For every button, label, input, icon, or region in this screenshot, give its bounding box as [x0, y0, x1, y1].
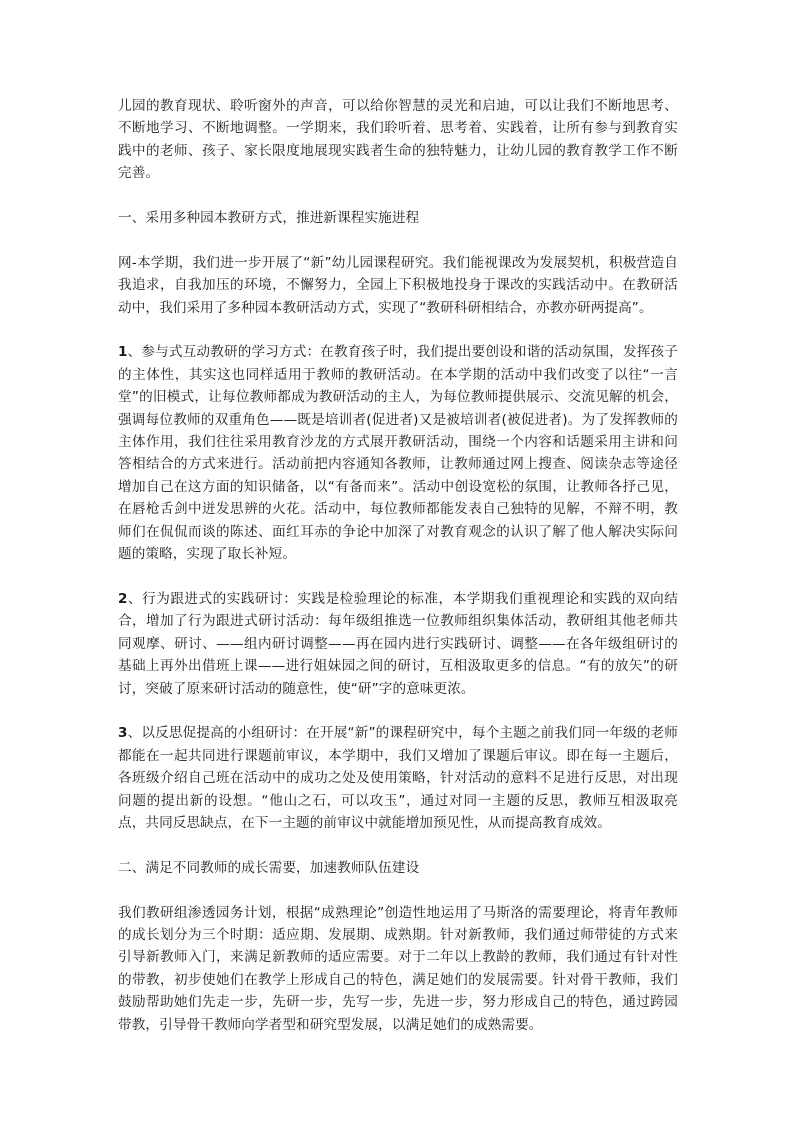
- item-2-paragraph: [118, 588, 678, 700]
- item-2-number: 2: [118, 590, 128, 607]
- section-2-paragraph: 我们教研组渗透园务计划，根据“成熟理论”创造性地运用了马斯洛的需要理论，将青年教师的成长划分为三个时期：适应期、发展期、成熟期。针对新教师，我们通过师带徒的方式来引导新教师入门，来满足新教师的适应需要。对于二年以上教龄的教师，我们通过有针对性的带教，初步使她们在教学上形成自己的特色，满足她们的发展需要。针对骨干教师，我们鼓励帮助她们先走一步，先研一步，先写一步，先进一步，努力形成自己的特色，通过跨园带教，引导骨干教师向学者型和研究型发展，以满足她们的成熟需要。: [118, 904, 678, 1033]
- item-3-text: 、以反思促提高的小组研讨：在开展“新”的课程研究中，每个主题之前我们同一年级的老师都能在一起共同进行课题前审议，本学期中，我们又增加了课题后审议。即在每一主题后，各班级介绍自己班在活动中的成功之处及使用策略，针对活动的意料不足进行反思，对出现问题的提出新的设想。“他山之石，可以攻玉”，通过对同一主题的反思，教师互相汲取亮点，共同反思缺点，在下一主题的前审议中就能增加预见性，从而提高教育成效。: [118, 725, 678, 831]
- item-1-number: 1: [118, 344, 128, 361]
- item-1-text: 、参与式互动教研的学习方式：在教育孩子时，我们提出要创设和谐的活动氛围，发挥孩子的主体性，其实这也同样适用于教师的教研活动。在本学期的活动中我们改变了以往“一言堂”的旧模式，让每位教师都成为教研活动的主人，为每位教师提供展示、交流见解的机会，强调每位教师的双重角色——既是培训者(促进者)又是被培训者(被促进者)。为了发挥教师的主体作用，我们往往采用教育沙龙的方式展开教研活动，围绕一个内容和话题采用主讲和问答相结合的方式来进行。活动前把内容通知各教师，让教师通过网上搜查、阅读杂志等途径增加自己在这方面的知识储备，以“有备而来”。活动中创设宽松的氛围，让教师各抒己见，在唇枪舌剑中迸发思辨的火花。活动中，每位教师都能发表自己独特的见解，不辩不明，教师们在侃侃而谈的陈述、面红耳赤的争论中加深了对教育观念的认识了解了他人解决实际问题的策略，实现了取长补短。: [118, 344, 678, 563]
- section-heading-2: 二、满足不同教师的成长需要，加速教师队伍建设: [118, 859, 420, 876]
- section-1-intro-paragraph: 网-本学期，我们进一步开展了“新”幼儿园课程研究。我们能视课改为发展契机，积极营造自我追求，自我加压的环境，不懈努力，全园上下积极地投身于课改的实践活动中。在教研活动中，我们采用了多种园本教研活动方式，实现了“教研科研相结合，亦教亦研两提高”。: [118, 254, 678, 316]
- section-heading-1: 一、采用多种园本教研方式，推进新课程实施进程: [118, 210, 420, 227]
- item-3-paragraph: [118, 722, 678, 834]
- intro-paragraph: 儿园的教育现状、聆听窗外的声音，可以给你智慧的灵光和启迪，可以让我们不断地思考、不断地学习、不断地调整。一学期来，我们聆听着、思考着、实践着，让所有参与到教育实践中的老师、孩子、家长限度地展现实践者生命的独特魅力，让幼儿园的教育教学工作不断完善。: [118, 98, 678, 182]
- item-1-paragraph: [118, 341, 678, 565]
- item-2-text: 、行为跟进式的实践研讨：实践是检验理论的标准，本学期我们重视理论和实践的双向结合，增加了行为跟进式研讨活动：每年级组推选一位教师组织集体活动，教研组其他老师共同观摩、研讨、——组内研讨调整——再在园内进行实践研讨、调整——在各年级组研讨的基础上再外出借班上课——进行姐妹园之间的研讨，互相汲取更多的信息。“有的放矢”的研讨，突破了原来研讨活动的随意性，使“研”字的意味更浓。: [118, 590, 678, 697]
- document-body: [118, 95, 678, 1058]
- item-3-number: 3: [118, 725, 128, 742]
